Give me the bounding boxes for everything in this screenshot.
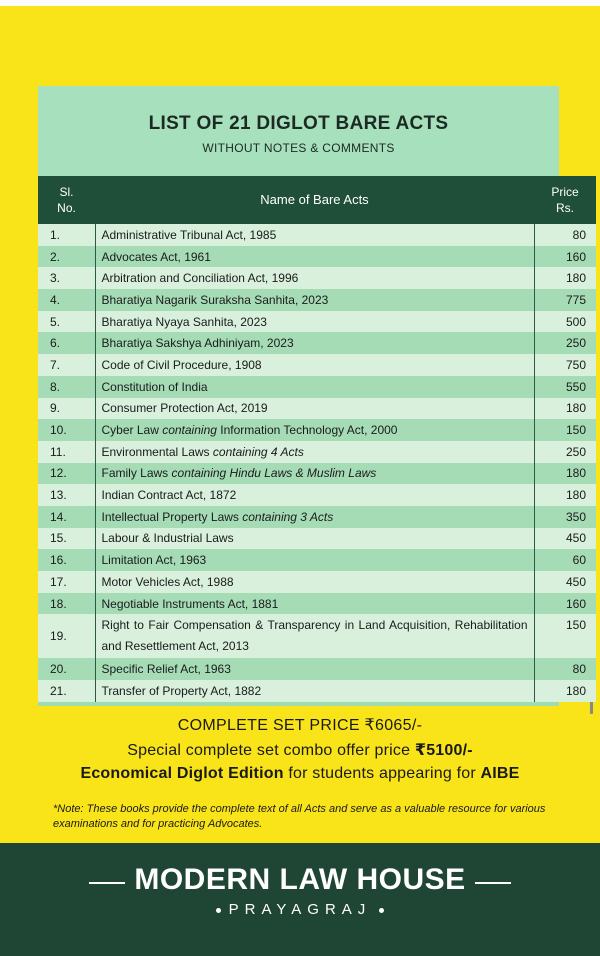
act-name-text: Specific Relief Act, 1963 bbox=[101, 662, 231, 677]
act-name-text: Arbitration and Conciliation Act, 1996 bbox=[101, 271, 299, 286]
act-name-italic: containing 4 Acts bbox=[212, 444, 304, 459]
table-row bbox=[38, 680, 596, 702]
header-price bbox=[534, 176, 596, 224]
row-act-name bbox=[95, 528, 534, 550]
row-price: 250 bbox=[565, 444, 586, 459]
header-price-label: Price Rs. bbox=[551, 185, 579, 215]
complete-set-price: COMPLETE SET PRICE ₹6065/- bbox=[177, 717, 423, 734]
header-name: Name of Bare Acts bbox=[95, 176, 534, 224]
row-act-name bbox=[95, 680, 534, 702]
row-act-name bbox=[95, 506, 534, 528]
row-sl-no: 9. bbox=[38, 398, 95, 420]
row-price: 500 bbox=[565, 314, 586, 329]
edition-text: for students appearing for bbox=[283, 765, 481, 782]
table-row bbox=[38, 332, 596, 354]
table-row bbox=[38, 463, 596, 485]
publisher-footer bbox=[0, 843, 600, 956]
row-price: 60 bbox=[572, 553, 586, 568]
row-price: 450 bbox=[565, 531, 586, 546]
row-price: 775 bbox=[565, 292, 586, 307]
combo-offer bbox=[0, 740, 600, 760]
act-name-text: Bharatiya Nyaya Sanhita, 2023 bbox=[101, 314, 267, 329]
publisher-name: MODERN LAW HOUSE bbox=[134, 863, 466, 896]
table-row bbox=[38, 528, 596, 550]
row-act-name bbox=[95, 311, 534, 333]
row-sl-no: 16. bbox=[38, 549, 95, 571]
row-sl-no: 12. bbox=[38, 463, 95, 485]
row-act-name bbox=[95, 549, 534, 571]
row-sl-no: 5. bbox=[38, 311, 95, 333]
row-price: 250 bbox=[565, 336, 586, 351]
act-name-post: Information Technology Act, 2000 bbox=[216, 423, 398, 438]
row-sl-no: 3. bbox=[38, 267, 95, 289]
page-subtitle: WITHOUT NOTES & COMMENTS bbox=[202, 141, 395, 155]
page-title: LIST OF 21 DIGLOT BARE ACTS bbox=[148, 113, 449, 134]
row-act-name bbox=[95, 658, 534, 680]
act-name-text: Indian Contract Act, 1872 bbox=[101, 488, 237, 503]
footnote: *Note: These books provide the complete text of all Acts and serve as a valuable resource for various examinations and for practicing Advocates. bbox=[53, 803, 546, 830]
row-sl-no: 2. bbox=[38, 246, 95, 268]
row-price: 180 bbox=[565, 466, 586, 481]
row-sl-no: 20. bbox=[38, 658, 95, 680]
table-row bbox=[38, 224, 596, 246]
row-sl-no: 8. bbox=[38, 376, 95, 398]
row-act-name bbox=[95, 224, 534, 246]
header-sl-label: Sl. No. bbox=[57, 185, 76, 215]
row-act-name bbox=[95, 463, 534, 485]
row-sl-no: 7. bbox=[38, 354, 95, 376]
table-row bbox=[38, 441, 596, 463]
combo-offer-text: Special complete set combo offer price bbox=[127, 742, 415, 759]
row-price: 180 bbox=[565, 683, 586, 698]
edition-exam: AIBE bbox=[480, 765, 520, 782]
table-header-row bbox=[38, 176, 596, 224]
row-act-name bbox=[95, 246, 534, 268]
row-price: 150 bbox=[565, 423, 586, 438]
act-name-italic: containing bbox=[162, 423, 217, 438]
table-row bbox=[38, 571, 596, 593]
table-row bbox=[38, 354, 596, 376]
publisher-name-wrap bbox=[134, 863, 465, 897]
combo-offer-price: ₹5100/- bbox=[414, 742, 473, 759]
row-act-name bbox=[95, 267, 534, 289]
edition-name: Economical Diglot Edition bbox=[80, 765, 284, 782]
act-name-italic: containing 3 Acts bbox=[242, 509, 334, 524]
pricing-block bbox=[0, 715, 600, 783]
brand-rule-right bbox=[475, 882, 511, 884]
table-row bbox=[38, 419, 596, 441]
bullet-dot-icon bbox=[216, 908, 221, 913]
row-act-name bbox=[95, 614, 534, 658]
row-sl-no: 10. bbox=[38, 419, 95, 441]
row-sl-no: 18. bbox=[38, 593, 95, 615]
row-sl-no: 11. bbox=[38, 441, 95, 463]
row-price: 180 bbox=[565, 488, 586, 503]
row-act-name bbox=[95, 571, 534, 593]
row-price: 550 bbox=[565, 379, 586, 394]
act-name-text: Limitation Act, 1963 bbox=[101, 553, 207, 568]
act-name-text: Code of Civil Procedure, 1908 bbox=[101, 357, 262, 372]
row-price: 80 bbox=[572, 227, 586, 242]
edition-line bbox=[0, 765, 600, 783]
act-name-text: Advocates Act, 1961 bbox=[101, 249, 211, 264]
row-act-name bbox=[95, 398, 534, 420]
act-name-text: Motor Vehicles Act, 1988 bbox=[101, 574, 234, 589]
row-act-name bbox=[95, 354, 534, 376]
row-sl-no: 6. bbox=[38, 332, 95, 354]
table-row bbox=[38, 549, 596, 571]
table-body bbox=[38, 224, 596, 702]
row-price: 180 bbox=[565, 401, 586, 416]
act-name-pre: Family Laws bbox=[101, 466, 172, 481]
act-name-text: Consumer Protection Act, 2019 bbox=[101, 401, 268, 416]
row-price: 180 bbox=[565, 271, 586, 286]
act-name-italic: containing Hindu Laws & Muslim Laws bbox=[171, 466, 377, 481]
table-row bbox=[38, 484, 596, 506]
act-name-text: Right to Fair Compensation & Transparency in Land Acquisition, Rehabilitation and Resettlement Act, 2013 bbox=[101, 618, 528, 654]
brand-rule-left bbox=[89, 882, 125, 884]
row-sl-no: 14. bbox=[38, 506, 95, 528]
bare-acts-table bbox=[38, 176, 596, 702]
row-sl-no: 15. bbox=[38, 528, 95, 550]
table-row bbox=[38, 289, 596, 311]
row-act-name bbox=[95, 441, 534, 463]
table-row bbox=[38, 658, 596, 680]
table-row bbox=[38, 246, 596, 268]
row-act-name bbox=[95, 419, 534, 441]
panel-header bbox=[38, 86, 559, 176]
act-name-pre: Environmental Laws bbox=[101, 444, 213, 459]
act-name-text: Administrative Tribunal Act, 1985 bbox=[101, 227, 277, 242]
row-price: 450 bbox=[565, 574, 586, 589]
publisher-name-row bbox=[0, 863, 600, 897]
table-row bbox=[38, 593, 596, 615]
row-price: 80 bbox=[572, 662, 586, 677]
row-act-name bbox=[95, 376, 534, 398]
act-name-text: Negotiable Instruments Act, 1881 bbox=[101, 596, 279, 611]
publisher-city-row bbox=[0, 901, 600, 918]
bare-acts-panel bbox=[38, 86, 586, 706]
act-name-pre: Intellectual Property Laws bbox=[101, 509, 243, 524]
row-sl-no: 13. bbox=[38, 484, 95, 506]
row-price: 750 bbox=[565, 357, 586, 372]
header-sl-no bbox=[38, 176, 95, 224]
bullet-dot-icon bbox=[379, 908, 384, 913]
row-act-name bbox=[95, 593, 534, 615]
row-price: 150 bbox=[565, 618, 586, 633]
row-sl-no: 4. bbox=[38, 289, 95, 311]
act-name-text: Bharatiya Sakshya Adhiniyam, 2023 bbox=[101, 336, 294, 351]
act-name-text: Constitution of India bbox=[101, 379, 208, 394]
act-name-pre: Cyber Law bbox=[101, 423, 163, 438]
row-price: 160 bbox=[565, 249, 586, 264]
publisher-city: PRAYAGRAJ bbox=[228, 901, 372, 918]
table-row bbox=[38, 267, 596, 289]
row-price: 160 bbox=[565, 596, 586, 611]
row-price: 350 bbox=[565, 509, 586, 524]
row-sl-no: 1. bbox=[38, 224, 95, 246]
row-act-name bbox=[95, 332, 534, 354]
table-row bbox=[38, 398, 596, 420]
row-sl-no: 19. bbox=[38, 614, 95, 658]
row-sl-no: 17. bbox=[38, 571, 95, 593]
cover-top-edge bbox=[0, 0, 600, 6]
act-name-text: Labour & Industrial Laws bbox=[101, 531, 234, 546]
act-name-text: Bharatiya Nagarik Suraksha Sanhita, 2023 bbox=[101, 292, 329, 307]
row-act-name bbox=[95, 289, 534, 311]
table-row bbox=[38, 614, 596, 658]
table-row bbox=[38, 311, 596, 333]
row-act-name bbox=[95, 484, 534, 506]
row-sl-no: 21. bbox=[38, 680, 95, 702]
act-name-text: Transfer of Property Act, 1882 bbox=[101, 683, 262, 698]
table-row bbox=[38, 506, 596, 528]
table-row bbox=[38, 376, 596, 398]
